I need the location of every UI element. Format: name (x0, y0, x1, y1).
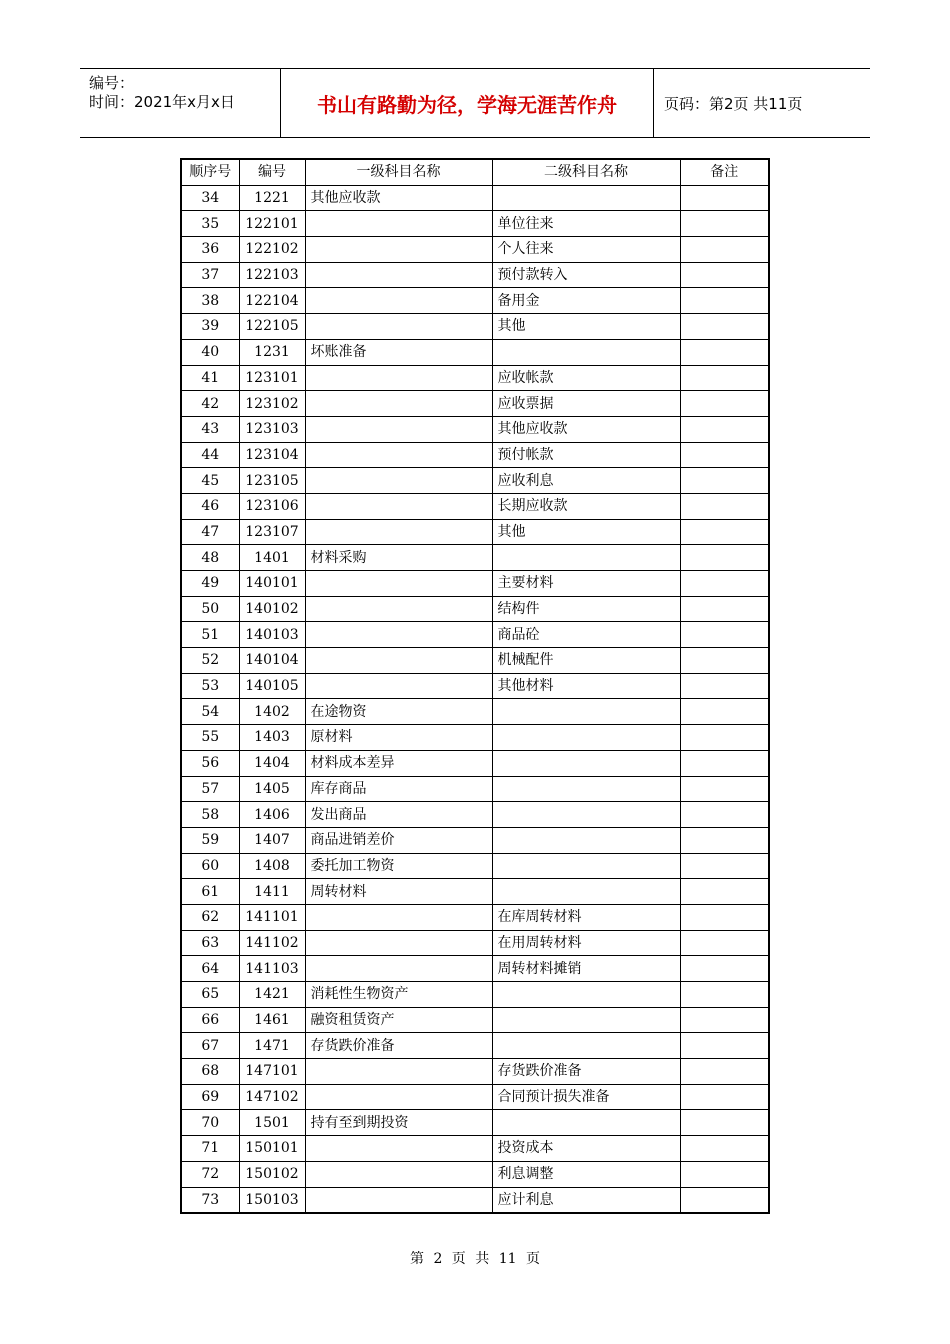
table-row (181, 1136, 769, 1162)
cell-level1-name: 在途物资 (305, 699, 492, 725)
cell-level2-name: 其他 (492, 519, 680, 545)
table-row (181, 262, 769, 288)
cell-code: 150101 (239, 1136, 305, 1162)
cell-level2-name: 预付帐款 (492, 442, 680, 468)
table-row (181, 648, 769, 674)
cell-seq: 63 (181, 930, 239, 956)
cell-level1-name (305, 468, 492, 494)
cell-note (680, 211, 769, 237)
cell-seq: 40 (181, 339, 239, 365)
cell-seq: 43 (181, 416, 239, 442)
cell-note (680, 750, 769, 776)
cell-level2-name: 在用周转材料 (492, 930, 680, 956)
cell-seq: 37 (181, 262, 239, 288)
cell-level2-name: 单位往来 (492, 211, 680, 237)
cell-note (680, 1110, 769, 1136)
cell-note (680, 416, 769, 442)
cell-seq: 61 (181, 879, 239, 905)
table-row (181, 750, 769, 776)
cell-code: 1461 (239, 1007, 305, 1033)
cell-seq: 64 (181, 956, 239, 982)
table-row (181, 853, 769, 879)
cell-code: 123105 (239, 468, 305, 494)
table-row (181, 365, 769, 391)
cell-note (680, 571, 769, 597)
cell-note (680, 904, 769, 930)
cell-level2-name: 利息调整 (492, 1161, 680, 1187)
cell-note (680, 1084, 769, 1110)
cell-code: 122101 (239, 211, 305, 237)
table-row (181, 1110, 769, 1136)
cell-note (680, 622, 769, 648)
cell-code: 122102 (239, 237, 305, 263)
cell-seq: 66 (181, 1007, 239, 1033)
serial-label: 编号： (89, 74, 135, 92)
table-row (181, 185, 769, 211)
cell-note (680, 1161, 769, 1187)
cell-code: 123102 (239, 391, 305, 417)
table-row (181, 802, 769, 828)
cell-level1-name (305, 391, 492, 417)
table-row (181, 1084, 769, 1110)
table-row (181, 879, 769, 905)
cell-level2-name (492, 185, 680, 211)
cell-note (680, 956, 769, 982)
cell-code: 1408 (239, 853, 305, 879)
cell-level1-name: 原材料 (305, 725, 492, 751)
cell-level1-name (305, 493, 492, 519)
cell-level2-name: 预付款转入 (492, 262, 680, 288)
cell-code: 141102 (239, 930, 305, 956)
cell-note (680, 391, 769, 417)
cell-level2-name: 商品砼 (492, 622, 680, 648)
table-row (181, 545, 769, 571)
cell-seq: 56 (181, 750, 239, 776)
cell-note (680, 237, 769, 263)
cell-level2-name: 其他材料 (492, 673, 680, 699)
table-row (181, 1033, 769, 1059)
cell-level2-name: 应收帐款 (492, 365, 680, 391)
cell-level2-name: 机械配件 (492, 648, 680, 674)
cell-code: 1501 (239, 1110, 305, 1136)
cell-level2-name (492, 699, 680, 725)
cell-level1-name: 持有至到期投资 (305, 1110, 492, 1136)
table-row (181, 827, 769, 853)
cell-seq: 73 (181, 1187, 239, 1213)
cell-level1-name (305, 596, 492, 622)
cell-code: 1402 (239, 699, 305, 725)
cell-code: 122104 (239, 288, 305, 314)
cell-code: 1221 (239, 185, 305, 211)
cell-level2-name (492, 750, 680, 776)
table-row (181, 314, 769, 340)
cell-note (680, 725, 769, 751)
table-row (181, 211, 769, 237)
cell-level1-name (305, 262, 492, 288)
cell-code: 123103 (239, 416, 305, 442)
table-row (181, 725, 769, 751)
cell-seq: 67 (181, 1033, 239, 1059)
cell-seq: 71 (181, 1136, 239, 1162)
cell-level2-name: 合同预计损失准备 (492, 1084, 680, 1110)
cell-seq: 62 (181, 904, 239, 930)
table-row (181, 493, 769, 519)
cell-note (680, 1033, 769, 1059)
cell-seq: 46 (181, 493, 239, 519)
cell-level2-name: 应收利息 (492, 468, 680, 494)
cell-level1-name (305, 416, 492, 442)
column-header-code: 编号 (239, 159, 305, 185)
cell-level1-name (305, 442, 492, 468)
cell-seq: 48 (181, 545, 239, 571)
cell-level2-name: 长期应收款 (492, 493, 680, 519)
cell-note (680, 493, 769, 519)
cell-level2-name (492, 879, 680, 905)
cell-code: 140103 (239, 622, 305, 648)
cell-code: 123101 (239, 365, 305, 391)
cell-level2-name: 投资成本 (492, 1136, 680, 1162)
time-label: 时间：2021年x月x日 (89, 93, 235, 111)
cell-level2-name (492, 1033, 680, 1059)
table-row (181, 468, 769, 494)
cell-note (680, 596, 769, 622)
cell-note (680, 930, 769, 956)
cell-seq: 34 (181, 185, 239, 211)
table-row (181, 1007, 769, 1033)
cell-code: 1231 (239, 339, 305, 365)
header-page-info: 页码：第2页 共11页 (664, 94, 803, 113)
cell-seq: 41 (181, 365, 239, 391)
cell-note (680, 827, 769, 853)
page-footer: 第 2 页 共 11 页 (410, 1251, 540, 1267)
cell-note (680, 365, 769, 391)
cell-level1-name: 其他应收款 (305, 185, 492, 211)
cell-level1-name (305, 571, 492, 597)
cell-level1-name (305, 314, 492, 340)
cell-code: 123106 (239, 493, 305, 519)
cell-note (680, 853, 769, 879)
cell-note (680, 545, 769, 571)
cell-level2-name: 结构件 (492, 596, 680, 622)
column-header-seq: 顺序号 (181, 159, 239, 185)
cell-level1-name: 融资租赁资产 (305, 1007, 492, 1033)
table-row (181, 339, 769, 365)
cell-level2-name (492, 545, 680, 571)
cell-level1-name: 材料采购 (305, 545, 492, 571)
cell-seq: 58 (181, 802, 239, 828)
cell-code: 140101 (239, 571, 305, 597)
cell-code: 147102 (239, 1084, 305, 1110)
cell-note (680, 339, 769, 365)
cell-level2-name (492, 1110, 680, 1136)
cell-note (680, 288, 769, 314)
cell-level1-name (305, 237, 492, 263)
cell-code: 123107 (239, 519, 305, 545)
cell-level2-name (492, 339, 680, 365)
cell-level1-name: 消耗性生物资产 (305, 982, 492, 1008)
cell-level2-name (492, 853, 680, 879)
cell-level1-name (305, 211, 492, 237)
cell-note (680, 442, 769, 468)
cell-level2-name: 主要材料 (492, 571, 680, 597)
cell-code: 141103 (239, 956, 305, 982)
cell-note (680, 776, 769, 802)
table-row (181, 391, 769, 417)
table-row (181, 237, 769, 263)
table-row (181, 673, 769, 699)
cell-note (680, 982, 769, 1008)
cell-code: 122105 (239, 314, 305, 340)
cell-code: 147101 (239, 1059, 305, 1085)
cell-seq: 44 (181, 442, 239, 468)
cell-level2-name: 周转材料摊销 (492, 956, 680, 982)
table-row (181, 1161, 769, 1187)
cell-level1-name (305, 1136, 492, 1162)
table-row (181, 904, 769, 930)
header-meta (80, 69, 281, 137)
cell-level1-name: 周转材料 (305, 879, 492, 905)
cell-level1-name (305, 673, 492, 699)
cell-note (680, 262, 769, 288)
cell-seq: 52 (181, 648, 239, 674)
cell-level1-name (305, 1161, 492, 1187)
cell-level1-name (305, 1187, 492, 1213)
cell-seq: 47 (181, 519, 239, 545)
cell-seq: 51 (181, 622, 239, 648)
cell-seq: 59 (181, 827, 239, 853)
cell-level1-name: 库存商品 (305, 776, 492, 802)
cell-level1-name: 商品进销差价 (305, 827, 492, 853)
cell-note (680, 673, 769, 699)
page-header (80, 68, 870, 138)
cell-level2-name: 存货跌价准备 (492, 1059, 680, 1085)
cell-code: 1405 (239, 776, 305, 802)
cell-level1-name (305, 930, 492, 956)
cell-level1-name (305, 956, 492, 982)
cell-level2-name (492, 776, 680, 802)
cell-note (680, 879, 769, 905)
column-header-level2-name: 二级科目名称 (492, 159, 680, 185)
cell-note (680, 1187, 769, 1213)
accounts-table (180, 158, 770, 1214)
cell-seq: 38 (181, 288, 239, 314)
cell-code: 122103 (239, 262, 305, 288)
cell-level2-name (492, 725, 680, 751)
cell-seq: 68 (181, 1059, 239, 1085)
cell-note (680, 519, 769, 545)
cell-note (680, 314, 769, 340)
table-body (181, 185, 769, 1213)
cell-seq: 50 (181, 596, 239, 622)
cell-note (680, 699, 769, 725)
cell-code: 1421 (239, 982, 305, 1008)
cell-seq: 39 (181, 314, 239, 340)
cell-level1-name (305, 904, 492, 930)
table-row (181, 622, 769, 648)
cell-note (680, 1059, 769, 1085)
cell-level2-name: 其他应收款 (492, 416, 680, 442)
cell-level1-name (305, 648, 492, 674)
cell-level2-name: 备用金 (492, 288, 680, 314)
cell-code: 140105 (239, 673, 305, 699)
cell-seq: 45 (181, 468, 239, 494)
column-header-note: 备注 (680, 159, 769, 185)
cell-note (680, 468, 769, 494)
cell-code: 150103 (239, 1187, 305, 1213)
cell-level2-name (492, 982, 680, 1008)
table-row (181, 776, 769, 802)
cell-code: 1471 (239, 1033, 305, 1059)
cell-seq: 65 (181, 982, 239, 1008)
table-row (181, 596, 769, 622)
cell-level1-name: 材料成本差异 (305, 750, 492, 776)
cell-code: 1401 (239, 545, 305, 571)
cell-note (680, 185, 769, 211)
cell-level1-name (305, 622, 492, 648)
cell-code: 140102 (239, 596, 305, 622)
cell-note (680, 648, 769, 674)
cell-code: 1407 (239, 827, 305, 853)
cell-seq: 55 (181, 725, 239, 751)
cell-seq: 53 (181, 673, 239, 699)
table-row (181, 982, 769, 1008)
cell-level2-name (492, 1007, 680, 1033)
table-row (181, 288, 769, 314)
header-motto: 书山有路勤为径，学海无涯苦作舟 (281, 69, 654, 137)
cell-level1-name (305, 288, 492, 314)
cell-seq: 42 (181, 391, 239, 417)
cell-seq: 35 (181, 211, 239, 237)
cell-code: 150102 (239, 1161, 305, 1187)
cell-note (680, 1007, 769, 1033)
cell-level2-name (492, 802, 680, 828)
cell-level1-name: 委托加工物资 (305, 853, 492, 879)
cell-level2-name: 在库周转材料 (492, 904, 680, 930)
cell-level1-name: 坏账准备 (305, 339, 492, 365)
column-header-level1-name: 一级科目名称 (305, 159, 492, 185)
cell-level2-name: 应收票据 (492, 391, 680, 417)
cell-note (680, 802, 769, 828)
cell-level2-name (492, 827, 680, 853)
table-row (181, 1059, 769, 1085)
cell-level1-name (305, 365, 492, 391)
table-header-row (181, 159, 769, 185)
table-row (181, 571, 769, 597)
table-row (181, 416, 769, 442)
cell-seq: 69 (181, 1084, 239, 1110)
table-row (181, 956, 769, 982)
cell-seq: 54 (181, 699, 239, 725)
table-row (181, 930, 769, 956)
cell-seq: 72 (181, 1161, 239, 1187)
table-row (181, 1187, 769, 1213)
cell-level2-name: 其他 (492, 314, 680, 340)
cell-level1-name: 存货跌价准备 (305, 1033, 492, 1059)
cell-level2-name: 应计利息 (492, 1187, 680, 1213)
cell-seq: 49 (181, 571, 239, 597)
cell-level1-name (305, 1084, 492, 1110)
cell-level1-name: 发出商品 (305, 802, 492, 828)
cell-level1-name (305, 1059, 492, 1085)
cell-code: 141101 (239, 904, 305, 930)
table-row (181, 699, 769, 725)
cell-code: 1404 (239, 750, 305, 776)
table-row (181, 519, 769, 545)
table-row (181, 442, 769, 468)
cell-level2-name: 个人往来 (492, 237, 680, 263)
cell-level1-name (305, 519, 492, 545)
cell-seq: 57 (181, 776, 239, 802)
cell-seq: 60 (181, 853, 239, 879)
cell-note (680, 1136, 769, 1162)
cell-code: 1403 (239, 725, 305, 751)
cell-code: 140104 (239, 648, 305, 674)
cell-seq: 70 (181, 1110, 239, 1136)
cell-code: 1406 (239, 802, 305, 828)
cell-seq: 36 (181, 237, 239, 263)
cell-code: 123104 (239, 442, 305, 468)
cell-code: 1411 (239, 879, 305, 905)
